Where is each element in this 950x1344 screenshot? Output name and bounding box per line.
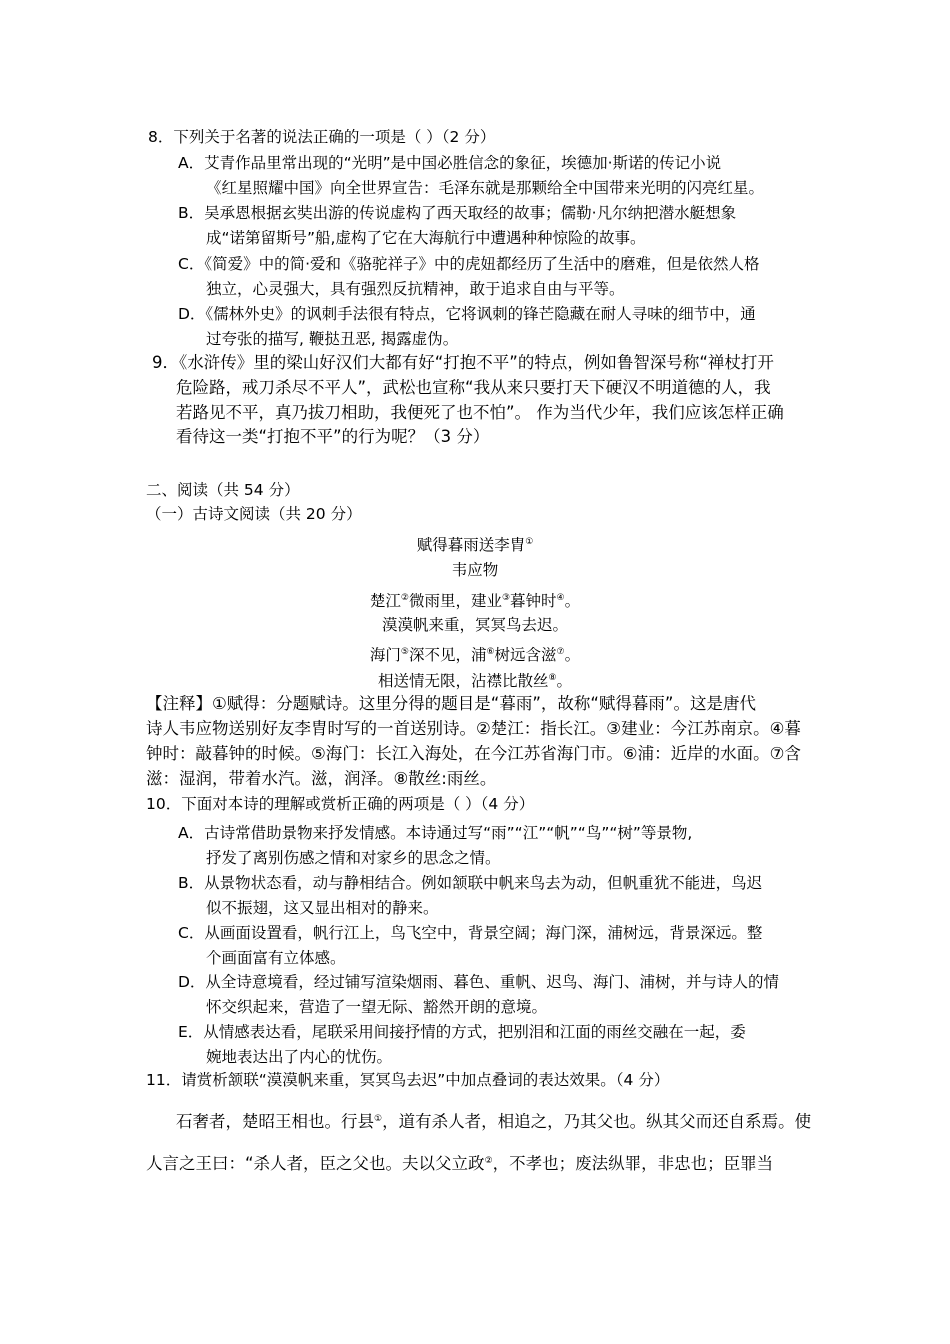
q10-stem: 10．下面对本诗的理解或赏析正确的两项是（ ）（4 分） xyxy=(146,795,535,813)
notes-line1: 【注释】①赋得：分题赋诗。这里分得的题目是“暮雨”，故称“赋得暮雨”。这是唐代 xyxy=(146,694,756,713)
section-subtitle: （一）古诗文阅读（共 20 分） xyxy=(146,505,362,523)
q9-line4: 看待这一类“打抱不平”的行为呢？（3 分） xyxy=(176,427,490,446)
q10-option-d-line1: D．从全诗意境看，经过铺写渲染烟雨、暮色、重帆、迟鸟、海门、浦树，并与诗人的情 xyxy=(178,973,779,991)
q10-option-c-line2: 个画面富有立体感。 xyxy=(206,949,346,967)
q10-option-b-line1: B．从景物状态看，动与静相结合。例如颔联中帆来鸟去为动，但帆重犹不能进，鸟迟 xyxy=(178,874,763,892)
q10-option-a-line1: A．古诗常借助景物来抒发情感。本诗通过写“雨”“江”“帆”“鸟”“树”等景物, xyxy=(178,824,693,842)
poem-line2: 漠漠帆来重，冥冥鸟去迟。 xyxy=(381,616,568,634)
q10-option-b-line2: 似不振翅，这又显出相对的静来。 xyxy=(206,899,439,917)
q8-option-a-line2: 《红星照耀中国》向全世界宣告：毛泽东就是那颗给全中国带来光明的闪亮红星。 xyxy=(206,179,765,197)
q10-option-a-line2: 抒发了离别伤感之情和对家乡的思念之情。 xyxy=(206,849,501,867)
q8-option-c-line2: 独立，心灵强大，具有强烈反抗精神，敢于追求自由与平等。 xyxy=(206,280,625,298)
q8-option-b-line1: B．吴承恩根据玄奘出游的传说虚构了西天取经的故事；儒勒·凡尔纳把潜水艇想象 xyxy=(178,204,737,222)
poem-title: 赋得暮雨送李胄① xyxy=(416,536,534,554)
section-title: 二、阅读（共 54 分） xyxy=(146,481,300,499)
q9-line2: 危险路，戒刀杀尽不平人”，武松也宣称“我从来只要打天下硬汉不明道德的人，我 xyxy=(176,378,771,397)
q8-option-d-line1: D．《儒林外史》的讽刺手法很有特点，它将讽刺的锋芒隐藏在耐人寻味的细节中，通 xyxy=(178,305,756,323)
q10-option-c-line1: C．从画面设置看，帆行江上，鸟飞空中，背景空阔；海门深，浦树远，背景深远。整 xyxy=(178,924,763,942)
q8-option-a-line1: A．艾青作品里常出现的“光明”是中国必胜信念的象征，埃德加·斯诺的传记小说 xyxy=(178,154,722,172)
passage-line2: 人言之王曰：“杀人者，臣之父也。夫以父立政②，不孝也；废法纵罪，非忠也；臣罪当 xyxy=(146,1154,774,1173)
q9-line3: 若路见不平，真乃拔刀相助，我便死了也不怕”。 作为当代少年，我们应该怎样正确 xyxy=(176,403,784,422)
poem-line1: 楚江②微雨里，建业③暮钟时④。 xyxy=(369,592,581,610)
poem-author: 韦应物 xyxy=(451,561,499,579)
q10-option-e-line1: E．从情感表达看，尾联采用间接抒情的方式，把别泪和江面的雨丝交融在一起，委 xyxy=(178,1023,746,1041)
q8-stem: 8．下列关于名著的说法正确的一项是（ ）（2 分） xyxy=(148,128,496,146)
poem-line3: 海门⑤深不见，浦⑥树远含滋⑦。 xyxy=(369,646,581,664)
q8-option-b-line2: 成“诺第留斯号”船,虚构了它在大海航行中遭遇种种惊险的故事。 xyxy=(206,229,646,247)
q10-option-d-line2: 怀交织起来，营造了一望无际、豁然开朗的意境。 xyxy=(206,998,548,1016)
q10-option-e-line2: 婉地表达出了内心的忧伤。 xyxy=(206,1048,393,1066)
notes-line2: 诗人韦应物送别好友李胄时写的一首送别诗。②楚江：指长江。③建业：今江苏南京。④暮 xyxy=(146,719,801,738)
q8-option-d-line2: 过夸张的描写, 鞭挞丑恶, 揭露虚伪。 xyxy=(206,330,459,348)
passage-line1: 石奢者，楚昭王相也。行县①，道有杀人者，相追之，乃其父也。纵其父而还自系焉。使 xyxy=(176,1112,812,1131)
q8-option-c-line1: C．《简爱》中的简·爱和《骆驼祥子》中的虎妞都经历了生活中的磨难，但是依然人格 xyxy=(178,255,760,273)
q11-stem: 11．请赏析颔联“漠漠帆来重，冥冥鸟去迟”中加点叠词的表达效果。（4 分） xyxy=(146,1071,670,1089)
q9-line1: 9．《水浒传》里的梁山好汉们大都有好“打抱不平”的特点，例如鲁智深号称“禅杖打开 xyxy=(152,353,774,372)
notes-line3: 钟时：敲暮钟的时候。⑤海门：长江入海处，在今江苏省海门市。⑥浦：近岸的水面。⑦含 xyxy=(146,744,801,763)
notes-line4: 滋：湿润，带着水汽。滋，润泽。⑧散丝:雨丝。 xyxy=(146,769,497,788)
poem-line4: 相送情无限，沾襟比散丝⑧。 xyxy=(377,672,573,690)
